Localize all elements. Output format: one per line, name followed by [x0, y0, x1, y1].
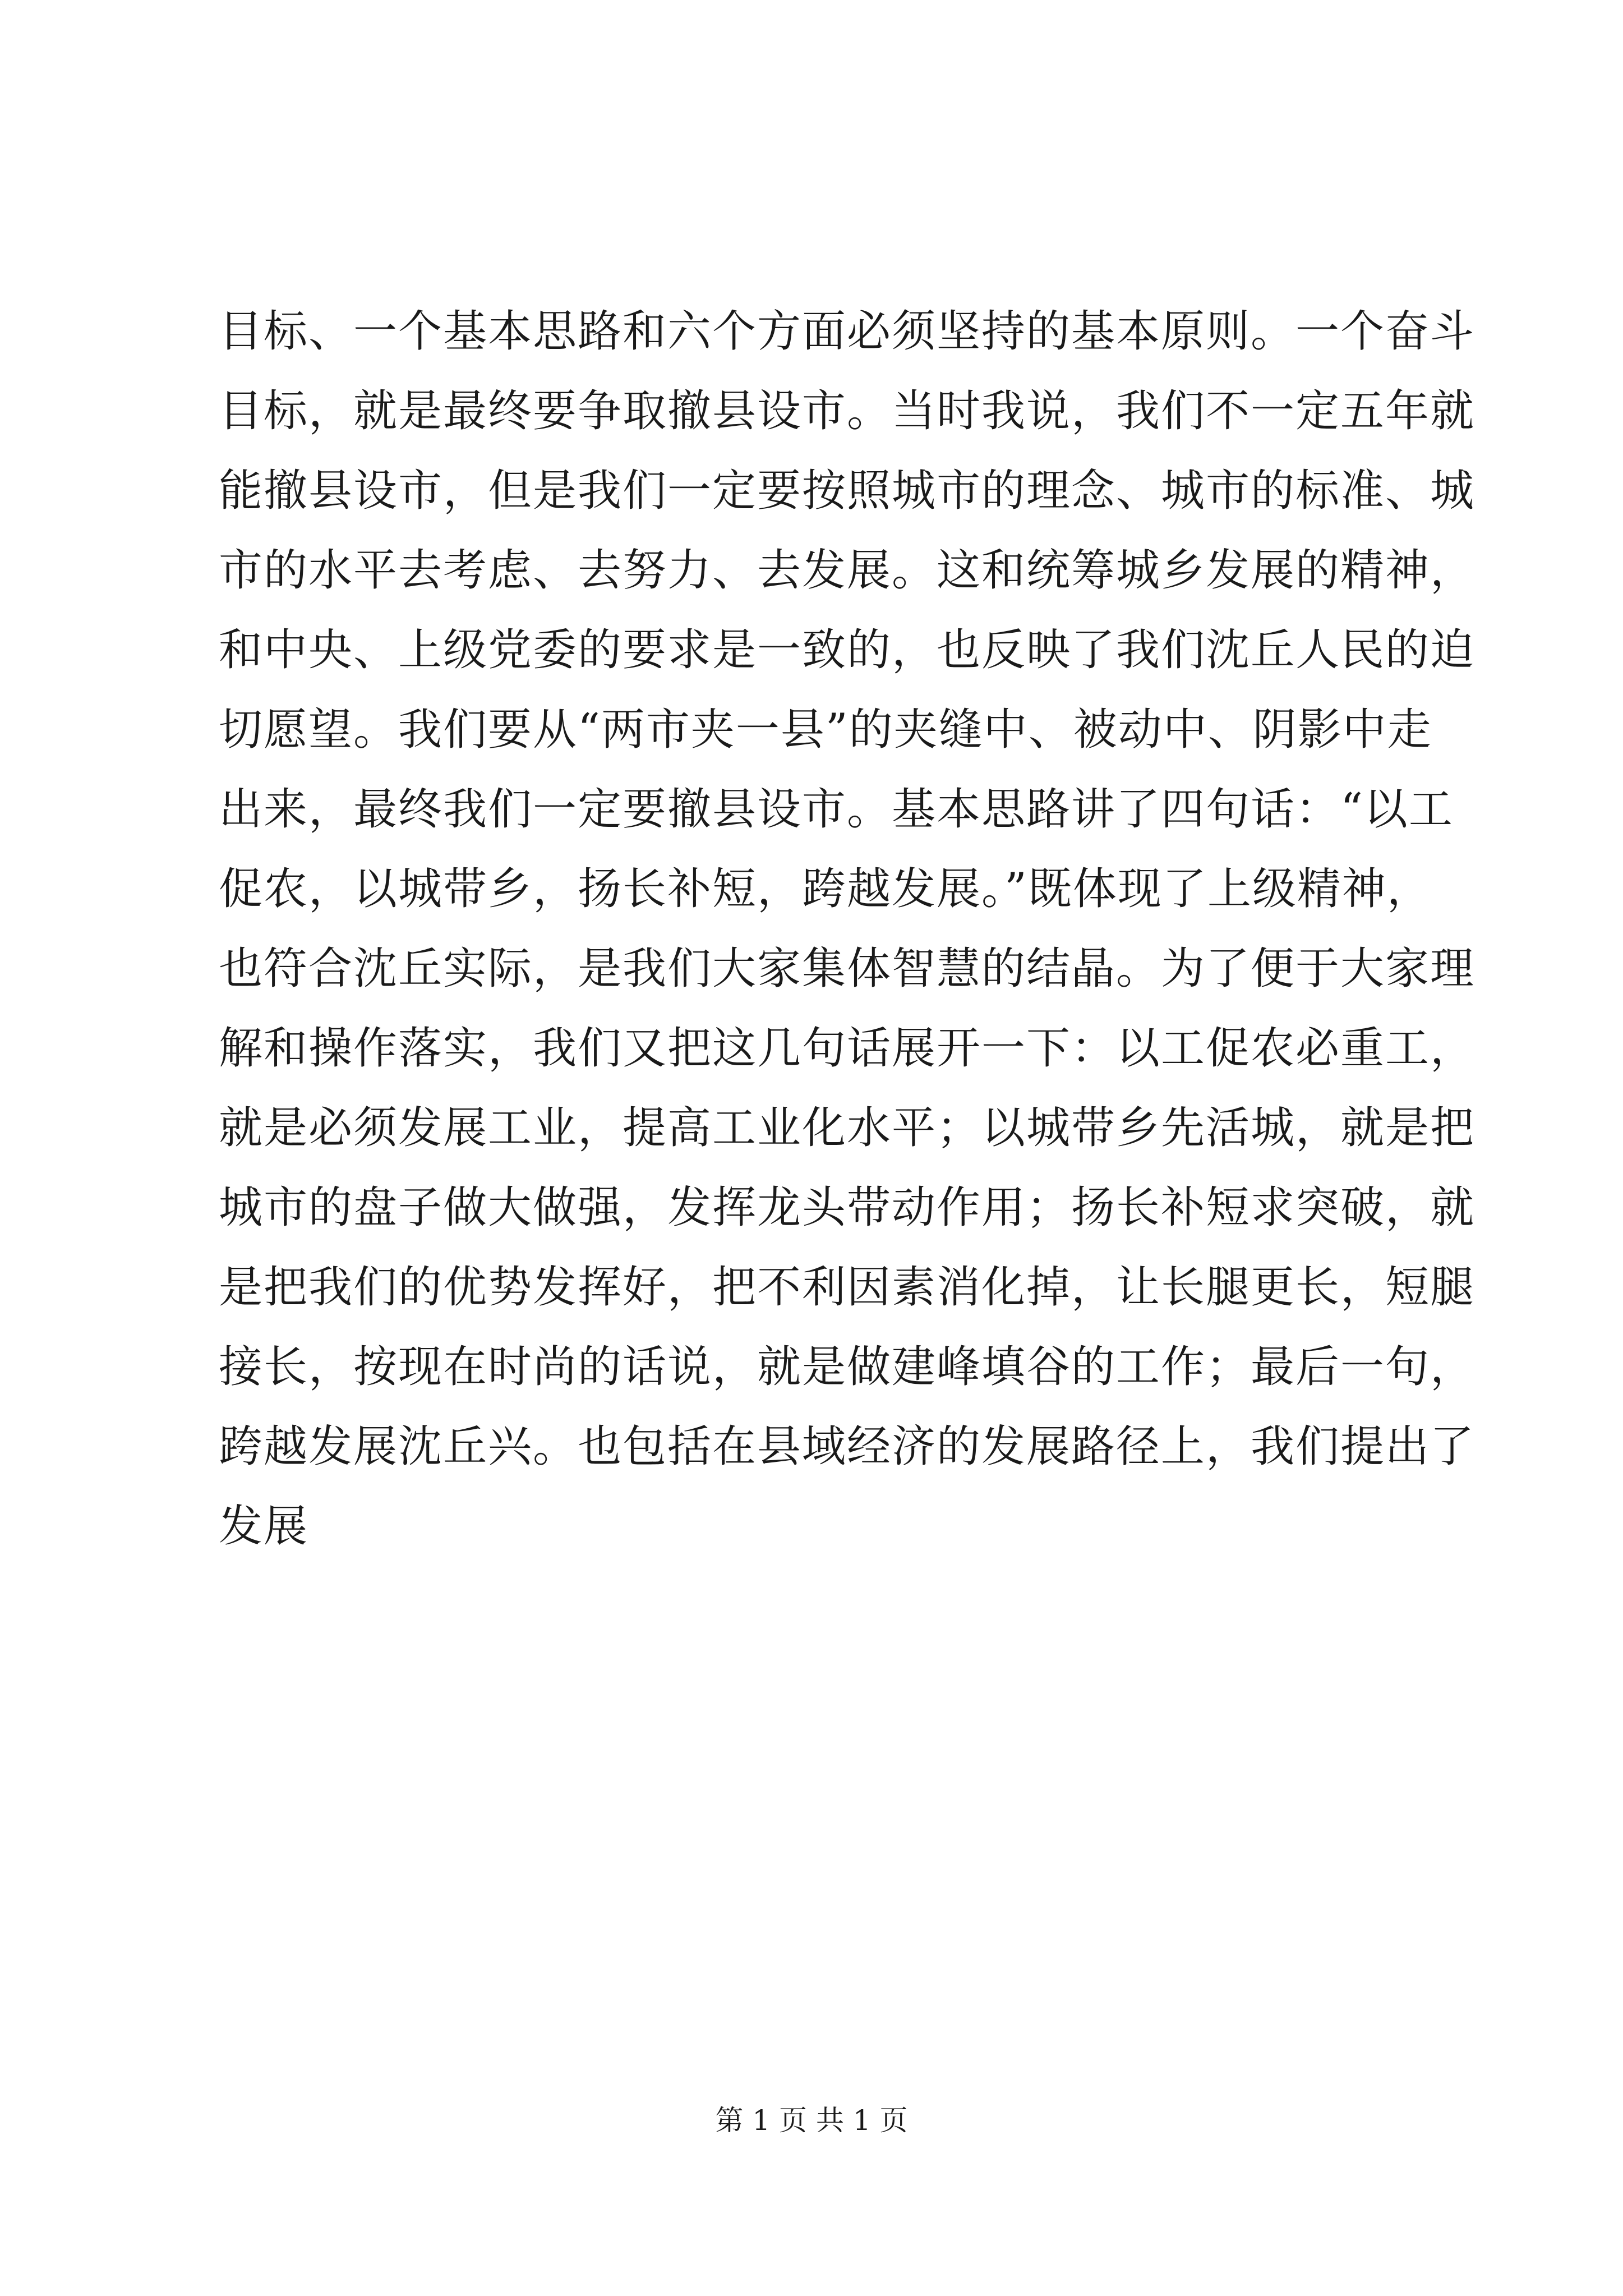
text-line: 切愿望。我们要从“两市夹一县”的夹缝中、被动中、阴影中走: [219, 705, 1432, 755]
text-line: 和中央、上级党委的要求是一致的，也反映了我们沈丘人民的迫: [219, 625, 1476, 675]
body-paragraph: [219, 292, 1476, 1566]
text-line: 就是必须发展工业，提高工业化水平；以城带乡先活城，就是把: [219, 1103, 1476, 1153]
text-line: 出来，最终我们一定要撤县设市。基本思路讲了四句话：“以工: [219, 784, 1454, 835]
text-line: 是把我们的优势发挥好，把不利因素消化掉，让长腿更长，短腿: [219, 1262, 1476, 1313]
text-line: 促农，以城带乡，扬长补短，跨越发展。”既体现了上级精神，: [219, 864, 1432, 914]
text-line: 市的水平去考虑、去努力、去发展。这和统筹城乡发展的精神，: [219, 545, 1476, 596]
text-line: 也符合沈丘实际，是我们大家集体智慧的结晶。为了便于大家理: [219, 944, 1476, 994]
page-number-footer: 第 1 页 共 1 页: [715, 2104, 908, 2137]
text-line: 城市的盘子做大做强，发挥龙头带动作用；扬长补短求突破，就: [219, 1182, 1476, 1233]
text-line: 目标，就是最终要争取撤县设市。当时我说，我们不一定五年就: [219, 386, 1476, 436]
text-line: 跨越发展沈丘兴。也包括在县域经济的发展路径上，我们提出了: [219, 1421, 1476, 1472]
text-line: 目标、一个基本思路和六个方面必须坚持的基本原则。一个奋斗: [219, 306, 1476, 357]
text-line: 能撤县设市，但是我们一定要按照城市的理念、城市的标准、城: [219, 466, 1476, 516]
text-line: 接长，按现在时尚的话说，就是做建峰填谷的工作；最后一句，: [219, 1342, 1476, 1392]
text-line: 发展: [219, 1501, 309, 1552]
text-line: 解和操作落实，我们又把这几句话展开一下：以工促农必重工，: [219, 1023, 1476, 1074]
